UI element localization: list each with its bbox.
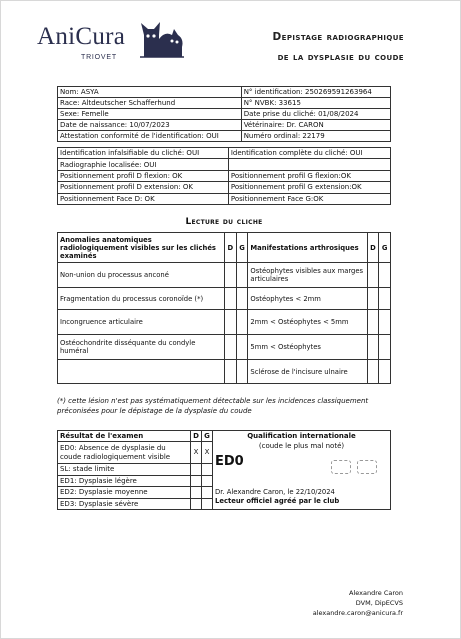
veterinarian: Vétérinaire: Dr. CARON — [241, 120, 390, 131]
table-row — [58, 193, 391, 204]
d-cell — [367, 288, 379, 310]
signer-email: alexandre.caron@anicura.fr — [312, 609, 403, 617]
grade-field — [357, 460, 377, 474]
breed: Race: Altdeutscher Schafferhund — [58, 98, 242, 109]
table-row — [58, 131, 391, 142]
d-cell — [225, 310, 237, 335]
g-cell — [379, 335, 391, 360]
check-cell: Identification infalsifiable du cliché: OUI — [58, 148, 229, 159]
g-cell — [236, 263, 248, 288]
identification-attestation: Attestation conformité de l'identification: OUI — [58, 131, 242, 142]
check-cell: Positionnement profil G extension:OK — [228, 182, 390, 193]
arthrosis-cell: Ostéophytes < 2mm — [248, 288, 367, 310]
anomalies-header: Anomalies anatomiques radiologiquement visibles sur les clichés examinés — [58, 233, 225, 263]
check-cell: Radiographie localisée: OUI — [58, 159, 229, 170]
table-header-row — [58, 233, 391, 263]
d-mark — [191, 464, 202, 476]
d-cell — [367, 360, 379, 384]
sex: Sexe: Femelle — [58, 109, 242, 120]
reader-signature-line: Dr. Alexandre Caron, le 22/10/2024 — [215, 488, 335, 496]
d-cell — [367, 263, 379, 288]
table-row — [58, 148, 391, 159]
anomaly-cell: Incongruence articulaire — [58, 310, 225, 335]
result-option: ED0: Absence de dysplasie du coude radiologiquement visible — [58, 442, 191, 464]
birth-date: Date de naissance: 10/07/2023 — [58, 120, 242, 131]
signer-name: Alexandre Caron — [349, 589, 403, 597]
animal-name: Nom: ASYA — [58, 87, 242, 98]
grade-value: ED0 — [215, 454, 244, 469]
d-mark: X — [191, 442, 202, 464]
anicura-logo — [37, 21, 187, 73]
arthrosis-cell: 5mm < Ostéophytes — [248, 335, 367, 360]
d-cell — [367, 310, 379, 335]
check-cell: Positionnement profil D extension: OK — [58, 182, 229, 193]
anomaly-cell — [58, 360, 225, 384]
result-option: SL: stade limite — [58, 464, 191, 476]
check-cell: Positionnement profil D flexion: OK — [58, 170, 229, 181]
identification-table — [57, 86, 391, 142]
g-cell — [379, 288, 391, 310]
grade-box — [215, 454, 388, 478]
g-cell — [379, 310, 391, 335]
xray-date: Date prise du cliché: 01/08/2024 — [241, 109, 390, 120]
lecture-table — [57, 232, 391, 384]
g-mark — [202, 487, 213, 499]
signer-title: DVM, DipECVS — [355, 599, 403, 607]
anomaly-cell: Fragmentation du processus coronoïde (*) — [58, 288, 225, 310]
check-cell — [228, 159, 390, 170]
g-mark — [202, 464, 213, 476]
table-header-row — [58, 431, 391, 442]
g-cell — [236, 288, 248, 310]
identification-number: N° identification: 250269591263964 — [241, 87, 390, 98]
arthrosis-cell: Ostéophytes visibles aux marges articulaires — [248, 263, 367, 288]
anomaly-cell: Ostéochondrite disséquante du condyle huméral — [58, 335, 225, 360]
result-header: Résultat de l'examen — [58, 431, 191, 442]
d-mark — [191, 487, 202, 499]
g-cell — [236, 335, 248, 360]
result-option: ED3: Dysplasie sévère — [58, 498, 191, 510]
qualification-subtitle: (coude le plus mal noté) — [258, 441, 345, 450]
table-row — [58, 335, 391, 360]
table-row — [58, 263, 391, 288]
qualification-cell — [213, 431, 391, 510]
grade-field — [331, 460, 351, 474]
table-row — [58, 87, 391, 98]
d-header: D — [225, 233, 237, 263]
d-cell — [225, 263, 237, 288]
d-mark — [191, 475, 202, 487]
check-cell: Positionnement Face G:OK — [228, 193, 390, 204]
g-cell — [236, 360, 248, 384]
g-cell — [379, 360, 391, 384]
title-line-1: Depistage radiographique — [272, 31, 404, 43]
arthrosis-header: Manifestations arthrosiques — [248, 233, 367, 263]
g-mark: X — [202, 442, 213, 464]
quality-check-table — [57, 147, 391, 205]
lecture-heading: Lecture du cliche — [185, 217, 263, 227]
d-cell — [367, 335, 379, 360]
cat-dog-icon — [138, 17, 186, 59]
d-header: D — [367, 233, 379, 263]
d-cell — [225, 335, 237, 360]
nvbk-number: N° NVBK: 33615 — [241, 98, 390, 109]
g-cell — [379, 263, 391, 288]
d-cell — [225, 288, 237, 310]
arthrosis-cell: 2mm < Ostéophytes < 5mm — [248, 310, 367, 335]
g-mark — [202, 498, 213, 510]
brand-subtitle: TRIOVET — [81, 54, 117, 61]
table-row — [58, 170, 391, 181]
result-option: ED2: Dysplasie moyenne — [58, 487, 191, 499]
reader-block — [215, 488, 388, 506]
g-mark — [202, 475, 213, 487]
table-row — [58, 310, 391, 335]
document-title — [204, 27, 404, 67]
table-row — [58, 360, 391, 384]
result-table — [57, 430, 391, 510]
g-cell — [236, 310, 248, 335]
table-row — [58, 109, 391, 120]
reader-role: Lecteur officiel agréé par le club — [215, 497, 340, 505]
check-cell: Positionnement profil G flexion:OK — [228, 170, 390, 181]
d-header: D — [191, 431, 202, 442]
check-cell: Positionnement Face D: OK — [58, 193, 229, 204]
signature-block — [313, 588, 403, 618]
brand-name: AniCura — [37, 23, 126, 50]
check-cell: Identification complète du cliché: OUI — [228, 148, 390, 159]
ordinal-number: Numéro ordinal: 22179 — [241, 131, 390, 142]
result-option: ED1: Dysplasie légère — [58, 475, 191, 487]
d-mark — [191, 498, 202, 510]
g-header: G — [202, 431, 213, 442]
title-line-2: de la dysplasie du coude — [277, 51, 404, 63]
d-cell — [225, 360, 237, 384]
table-row — [58, 120, 391, 131]
arthrosis-cell: Sclérose de l'incisure ulnaire — [248, 360, 367, 384]
table-row — [58, 98, 391, 109]
table-row — [58, 288, 391, 310]
qualification-title: Qualification internationale — [247, 432, 356, 440]
g-header: G — [379, 233, 391, 263]
g-header: G — [236, 233, 248, 263]
footnote: (*) cette lésion n'est pas systématiquement détectable sur les incidences classiquement préconisées pour le dépistage de la dysplasie du coude — [57, 397, 369, 415]
table-row — [58, 159, 391, 170]
anomaly-cell: Non-union du processus anconé — [58, 263, 225, 288]
table-row — [58, 182, 391, 193]
